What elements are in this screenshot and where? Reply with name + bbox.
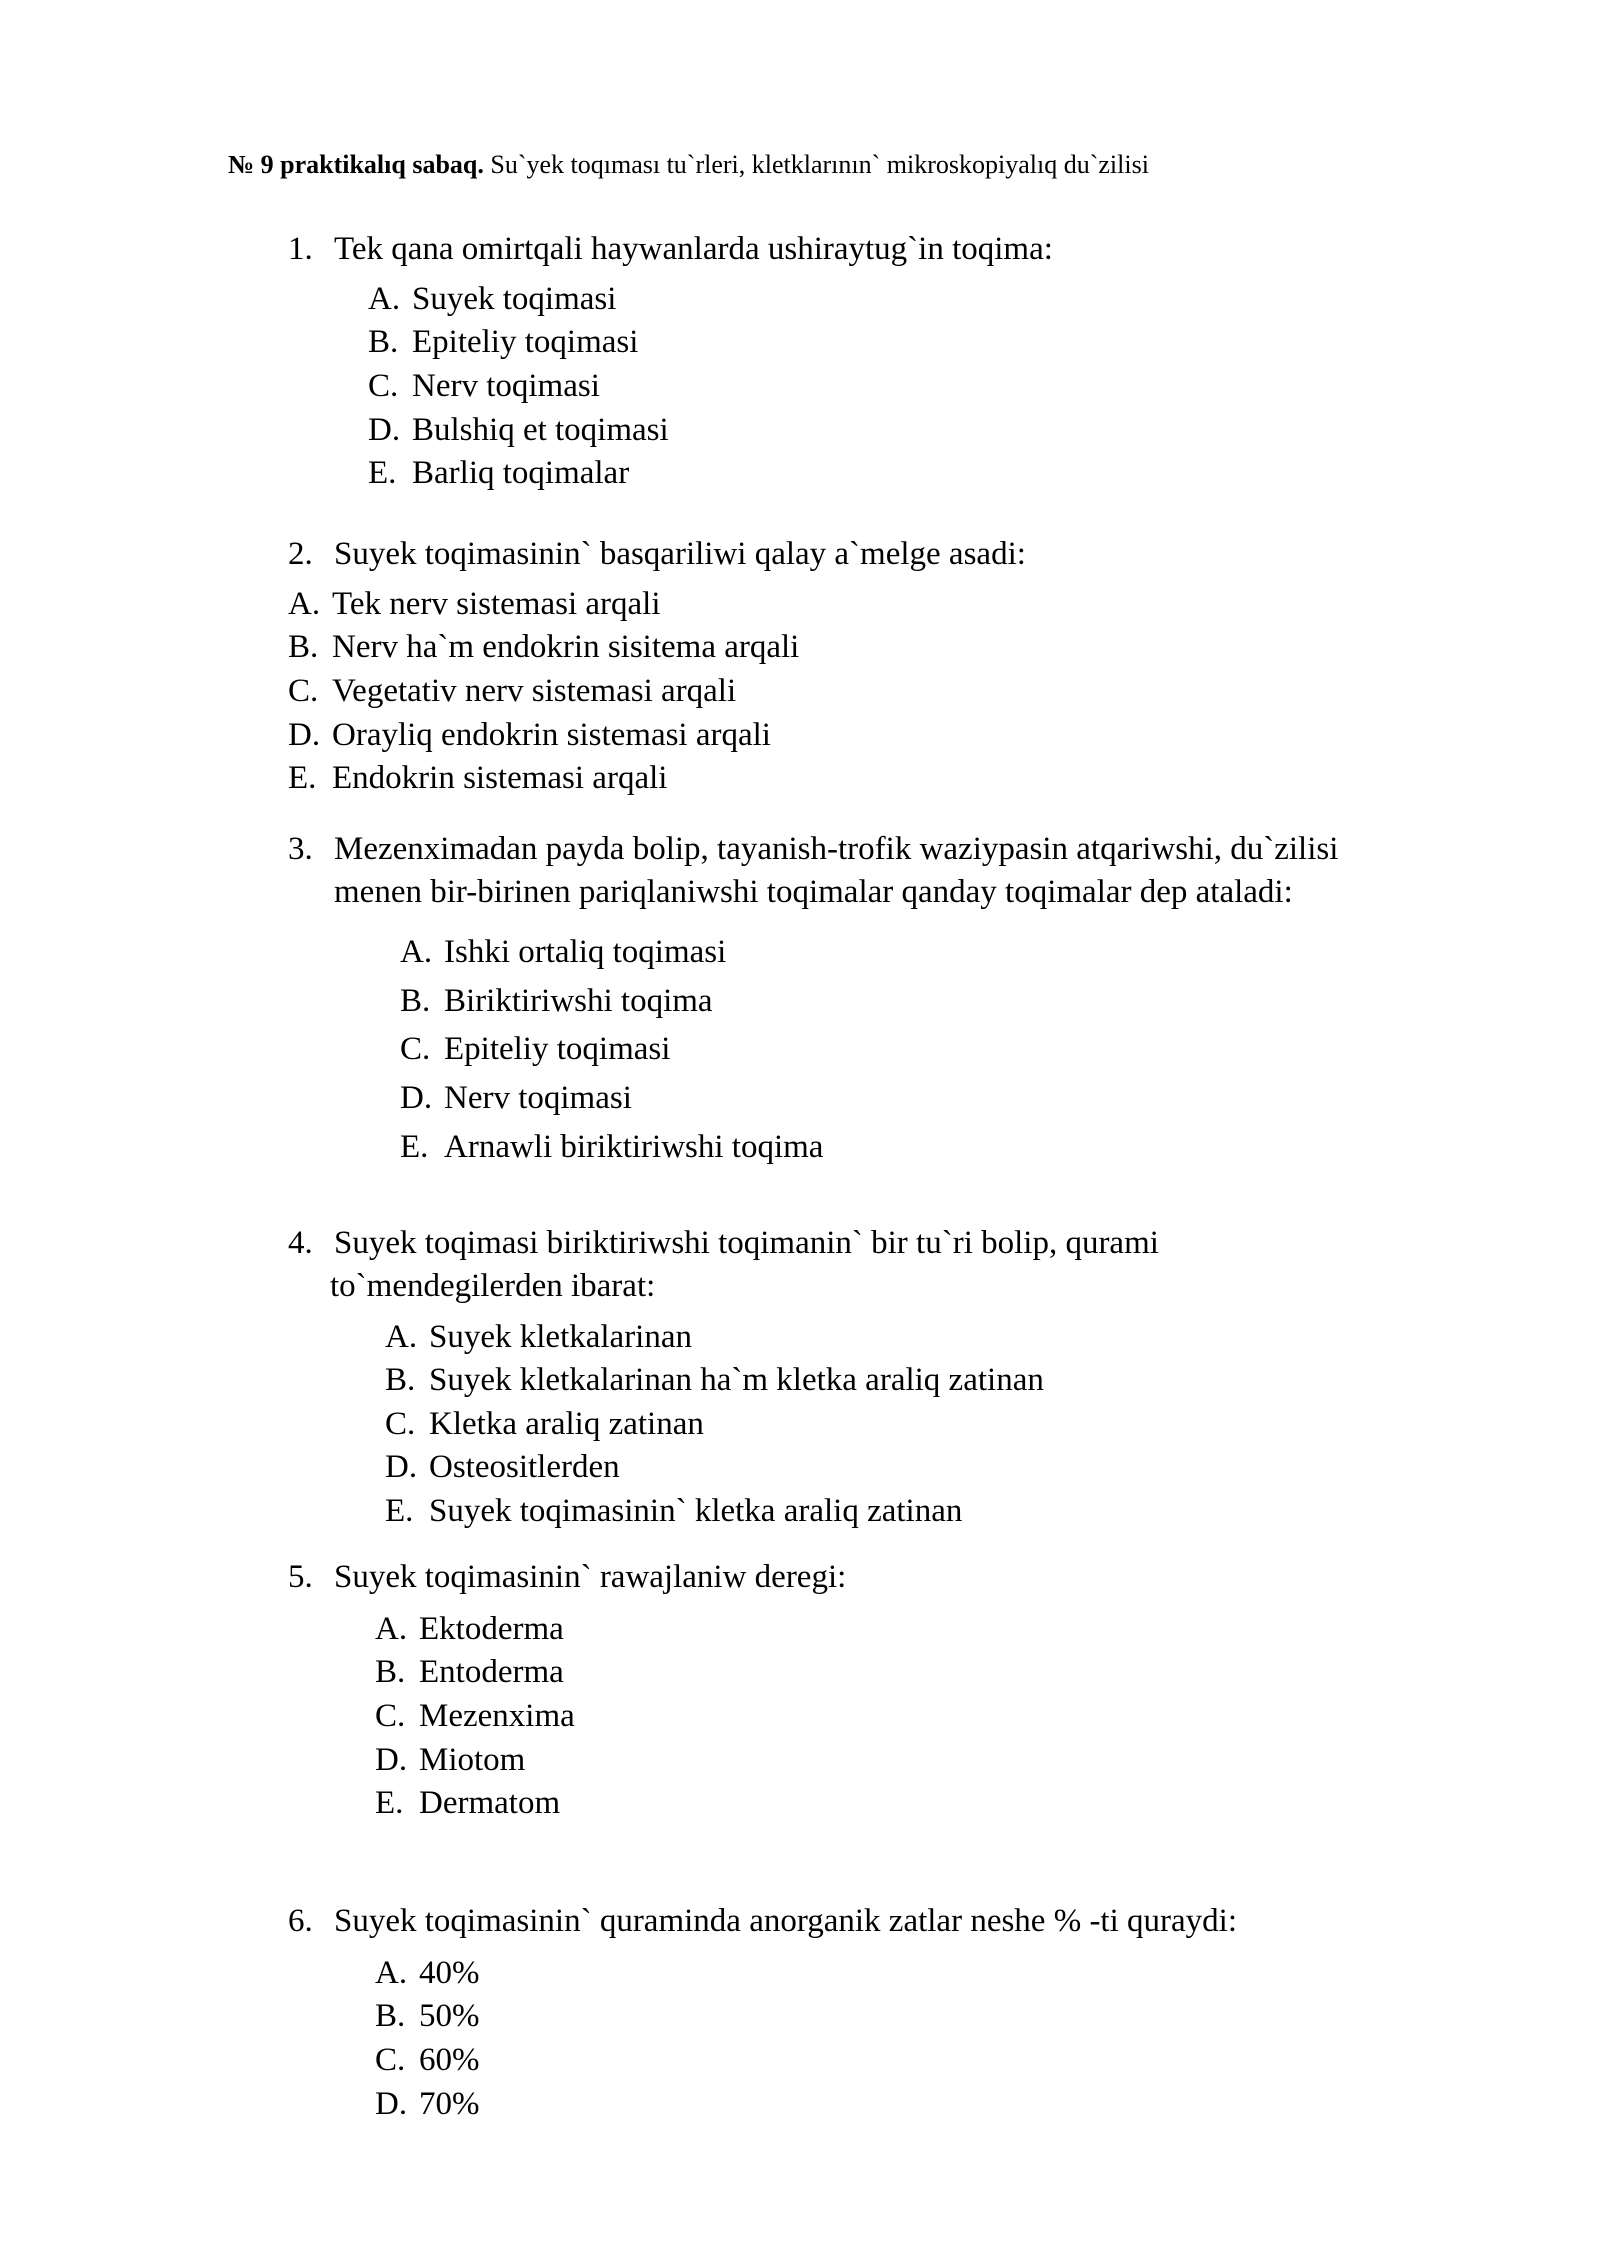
option-letter: C.: [385, 1405, 416, 1442]
option-letter: D.: [288, 716, 321, 753]
option-list: [400, 928, 1338, 1172]
option-item[interactable]: [368, 278, 1053, 322]
option-item[interactable]: [288, 670, 1026, 714]
option-letter: D.: [375, 2085, 408, 2122]
option-letter: B.: [375, 1998, 406, 2035]
option-item[interactable]: [288, 626, 1026, 670]
option-list: [375, 1608, 846, 1826]
option-item[interactable]: [375, 1695, 846, 1739]
option-item[interactable]: [375, 1739, 846, 1783]
option-item[interactable]: [385, 1490, 1159, 1534]
option-item[interactable]: [368, 321, 1053, 365]
option-text: Suyek toqimasinin` kletka araliq zatinan: [429, 1492, 963, 1529]
option-letter: E.: [400, 1129, 429, 1166]
option-item[interactable]: [400, 928, 1338, 977]
document-header: [228, 148, 1448, 181]
option-letter: C.: [368, 367, 399, 404]
option-letter: B.: [375, 1654, 406, 1691]
option-letter: A.: [385, 1318, 418, 1355]
option-text: Bulshiq et toqimasi: [412, 411, 669, 448]
option-item[interactable]: [368, 409, 1053, 453]
option-text: Nerv toqimasi: [444, 1080, 632, 1117]
question-block-5: [288, 1556, 846, 1826]
option-item[interactable]: [400, 1074, 1338, 1123]
option-text: Ektoderma: [419, 1610, 564, 1647]
option-letter: A.: [375, 1610, 408, 1647]
option-item[interactable]: [375, 2083, 1237, 2127]
option-text: Ishki ortaliq toqimasi: [444, 933, 727, 970]
option-text: Suyek kletkalarinan ha`m kletka araliq zatinan: [429, 1362, 1044, 1399]
question-block-3: [288, 828, 1338, 1172]
option-letter: B.: [368, 324, 399, 361]
option-text: 50%: [419, 1998, 480, 2035]
option-letter: C.: [400, 1031, 431, 1068]
option-letter: C.: [375, 1697, 406, 1734]
option-list: [375, 1952, 1237, 2126]
option-letter: D.: [368, 411, 401, 448]
question-text: Suyek toqimasinin` quraminda anorganik zatlar neshe % -ti quraydi:: [334, 1903, 1237, 1939]
option-text: Osteositlerden: [429, 1449, 620, 1486]
option-text: Vegetativ nerv sistemasi arqali: [332, 672, 737, 709]
option-text: Entoderma: [419, 1654, 564, 1691]
option-text: Miotom: [419, 1741, 526, 1778]
question-number: 5.: [288, 1559, 313, 1595]
option-item[interactable]: [385, 1316, 1159, 1360]
question-text: Mezenximadan payda bolip, tayanish-trofik waziypasin atqariwshi, du`zilisi: [334, 831, 1339, 867]
question-line: [288, 228, 1053, 271]
option-item[interactable]: [368, 452, 1053, 496]
option-letter: D.: [385, 1449, 418, 1486]
question-block-6: [288, 1900, 1237, 2126]
option-text: Kletka araliq zatinan: [429, 1405, 704, 1442]
option-text: Barliq toqimalar: [412, 455, 630, 492]
option-letter: E.: [385, 1492, 414, 1529]
option-item[interactable]: [385, 1446, 1159, 1490]
option-text: Tek nerv sistemasi arqali: [332, 585, 661, 622]
option-letter: E.: [288, 760, 317, 797]
option-item[interactable]: [385, 1359, 1159, 1403]
option-text: Biriktiriwshi toqima: [444, 982, 713, 1019]
option-text: Mezenxima: [419, 1697, 575, 1734]
question-line: [288, 1222, 1159, 1265]
option-item[interactable]: [288, 757, 1026, 801]
option-item[interactable]: [400, 1123, 1338, 1172]
option-item[interactable]: [368, 365, 1053, 409]
option-letter: D.: [400, 1080, 433, 1117]
question-number: 6.: [288, 1903, 313, 1939]
option-item[interactable]: [385, 1403, 1159, 1447]
question-line: [288, 533, 1026, 576]
question-block-1: [288, 228, 1053, 496]
option-letter: E.: [368, 455, 397, 492]
option-item[interactable]: [375, 1608, 846, 1652]
question-number: 1.: [288, 231, 313, 267]
question-number: 3.: [288, 831, 313, 867]
header-lesson-title: № 9 praktikalıq sabaq.: [228, 150, 484, 179]
option-text: Arnawli biriktiriwshi toqima: [444, 1129, 824, 1166]
option-item[interactable]: [375, 1651, 846, 1695]
option-text: Nerv toqimasi: [412, 367, 600, 404]
question-number: 4.: [288, 1225, 313, 1261]
question-text: Suyek toqimasinin` rawajlaniw deregi:: [334, 1559, 847, 1595]
option-list: [368, 278, 1053, 496]
option-letter: A.: [375, 1954, 408, 1991]
option-text: Dermatom: [419, 1785, 561, 1822]
question-line: [288, 1556, 846, 1599]
question-text: Tek qana omirtqali haywanlarda ushiraytug`in toqima:: [334, 231, 1053, 267]
question-text-continuation: to`mendegilerden ibarat:: [330, 1267, 656, 1304]
option-letter: C.: [288, 672, 319, 709]
option-letter: C.: [375, 2041, 406, 2078]
option-text: Epiteliy toqimasi: [412, 324, 639, 361]
option-text: 60%: [419, 2041, 480, 2078]
question-line: [288, 1900, 1237, 1943]
option-letter: E.: [375, 1785, 404, 1822]
option-item[interactable]: [375, 1782, 846, 1826]
option-letter: A.: [400, 933, 433, 970]
question-block-4: [288, 1222, 1159, 1534]
option-item[interactable]: [288, 714, 1026, 758]
option-text: Epiteliy toqimasi: [444, 1031, 671, 1068]
question-text: Suyek toqimasi biriktiriwshi toqimanin` bir tu`ri bolip, qurami: [334, 1225, 1159, 1261]
option-letter: B.: [288, 629, 319, 666]
question-line: [288, 828, 1338, 871]
option-list: [288, 583, 1026, 801]
option-text: Suyek kletkalarinan: [429, 1318, 693, 1355]
question-number: 2.: [288, 536, 313, 572]
option-item[interactable]: [375, 1995, 1237, 2039]
option-letter: A.: [368, 280, 401, 317]
question-text-continuation: menen bir-birinen pariqlaniwshi toqimalar qanday toqimalar dep ataladi:: [334, 873, 1293, 910]
option-item[interactable]: [400, 1025, 1338, 1074]
option-text: Suyek toqimasi: [412, 280, 617, 317]
option-item[interactable]: [375, 1952, 1237, 1996]
question-text: Suyek toqimasinin` basqariliwi qalay a`melge asadi:: [334, 536, 1026, 572]
option-text: Orayliq endokrin sistemasi arqali: [332, 716, 771, 753]
option-text: Nerv ha`m endokrin sisitema arqali: [332, 629, 800, 666]
option-item[interactable]: [288, 583, 1026, 627]
option-letter: B.: [385, 1362, 416, 1399]
header-subject-text: Su`yek toqıması tu`rleri, kletklarının` mikroskopiyalıq du`zilisi: [483, 150, 1149, 179]
option-letter: B.: [400, 982, 431, 1019]
option-text: 40%: [419, 1954, 480, 1991]
option-item[interactable]: [400, 977, 1338, 1026]
option-item[interactable]: [375, 2039, 1237, 2083]
option-text: Endokrin sistemasi arqali: [332, 760, 668, 797]
question-block-2: [288, 533, 1026, 801]
option-text: 70%: [419, 2085, 480, 2122]
option-letter: D.: [375, 1741, 408, 1778]
option-list: [385, 1316, 1159, 1534]
option-letter: A.: [288, 585, 321, 622]
